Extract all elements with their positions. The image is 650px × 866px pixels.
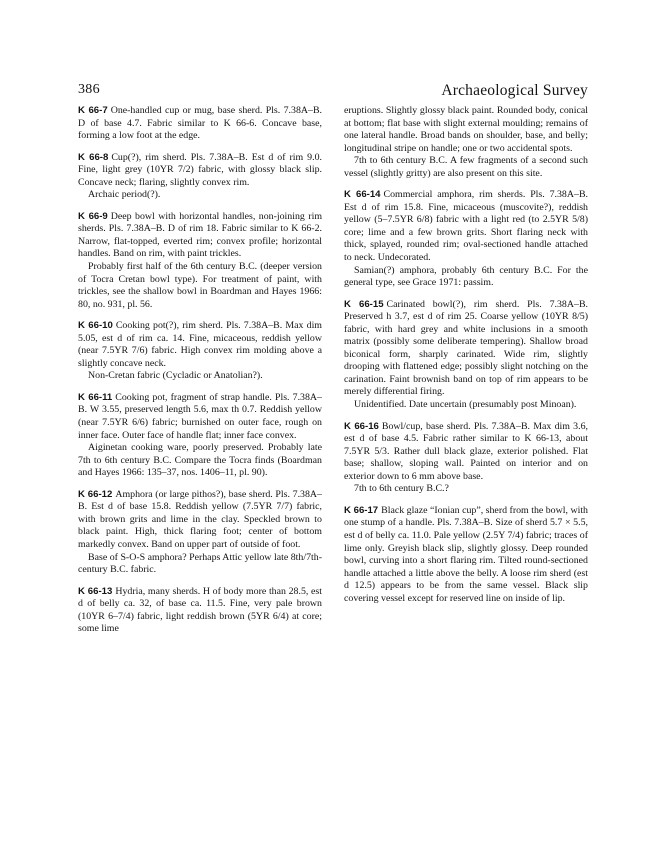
entry-paragraph	[78, 105, 322, 143]
entry-text: Carinated bowl(?), rim sherd. Pls. 7.38A–B. Preserved h 3.7, est d of rim 25. Coarse yellow (10YR 8/5) fabric, with hard grey and white inclusions in a smooth matrix (possibly some deliberate tempering). Shallow broad biconical form, sharply carinated. Wide rim, slightly drooping with flattened edge; possibly slight notching on the carination. Faint brownish band on top of rim appears to be merely differential firing.	[344, 298, 588, 398]
catalog-entry	[78, 211, 322, 311]
catalog-number: K 66-15	[344, 298, 384, 310]
entry-paragraph	[344, 421, 588, 484]
entry-paragraph	[344, 189, 588, 264]
entry-paragraph	[78, 552, 322, 577]
entry-paragraph	[344, 265, 588, 290]
entry-text: Archaic period(?).	[88, 189, 161, 201]
entry-paragraph	[344, 399, 588, 412]
entry-text: 7th to 6th century B.C.?	[354, 483, 449, 495]
catalog-number: K 66-14	[344, 189, 381, 201]
entry-text: Base of S-O-S amphora? Perhaps Attic yellow late 8th/7th-century B.C. fabric.	[78, 551, 322, 576]
catalog-entry	[78, 152, 322, 202]
right-column	[344, 105, 588, 645]
entry-paragraph	[78, 320, 322, 370]
catalog-entry	[78, 105, 322, 143]
catalog-number: K 66-16	[344, 420, 379, 432]
entry-text: 7th to 6th century B.C. A few fragments of a second such vessel (slightly gritty) are also present on this site.	[344, 155, 588, 179]
entry-text: Cooking pot(?), rim sherd. Pls. 7.38A–B. Max dim 5.05, est d of rim ca. 14. Fine, micaceous, reddish yellow (near 7.5YR 7/6) fabric. High convex rim molding above a slightly concave neck.	[78, 320, 322, 369]
catalog-entry	[344, 505, 588, 605]
left-column	[78, 105, 322, 645]
entry-text: Non-Cretan fabric (Cycladic or Anatolian?).	[88, 370, 263, 382]
catalog-entry	[78, 489, 322, 577]
catalog-entry	[344, 421, 588, 496]
entry-text: One-handled cup or mug, base sherd. Pls. 7.38A–B. D of base 4.7. Fabric similar to K 66-6. Concave base, forming a low foot at the edge.	[78, 105, 323, 142]
entry-paragraph	[344, 483, 588, 496]
entry-paragraph	[78, 261, 322, 311]
running-head	[78, 82, 588, 102]
entry-text: Aiginetan cooking ware, poorly preserved. Probably late 7th to 6th century B.C. Compare the Tocra finds (Boardman and Hayes 1966: 135–37, nos. 1406–11, pl. 90).	[78, 442, 322, 479]
entry-paragraph	[78, 211, 322, 261]
entry-paragraph	[78, 489, 322, 552]
catalog-entry	[78, 586, 322, 636]
catalog-entry	[344, 299, 588, 412]
catalog-entry	[344, 105, 588, 180]
entry-text: Probably first half of the 6th century B.C. (deeper version of Tocra Cretan bowl type). For treatment of paint, with trickles, see the shallow bowl in Boardman and Hayes 1966: 80, no. 931, pl. 56.	[78, 261, 322, 310]
entry-paragraph	[78, 392, 322, 442]
catalog-number: K 66-10	[78, 320, 113, 332]
entry-text: Unidentified. Date uncertain (presumably post Minoan).	[354, 399, 577, 411]
entry-text: Cooking pot, fragment of strap handle. Pls. 7.38A–B. W 3.55, preserved length 5.6, max th 0.7. Reddish yellow (near 7.5YR 6/6) fabric; burnished on outer face, rough on inner face. Outer face of handle flat; inner face convex.	[78, 391, 322, 441]
catalog-number: K 66-7	[78, 105, 108, 116]
running-title: Archaeological Survey	[441, 82, 588, 99]
text-columns	[78, 105, 588, 645]
catalog-entry	[344, 189, 588, 289]
entry-text: Hydria, many sherds. H of body more than 28.5, est d of belly ca. 32, of base ca. 11.5. Fine, very pale brown (10YR 6–7/4) fabric, light reddish brown (5YR 6/4) at core; some lime	[78, 585, 322, 635]
page-number: 386	[78, 82, 100, 97]
entry-text: Amphora (or large pithos?), base sherd. Pls. 7.38A–B. Est d of base 15.8. Reddish yellow (7.5YR 7/7) fabric, with brown grits and lime in the clay. Speckled brown to black paint. High, thick flaring foot; center of bottom markedly convex. Band on upper part of outside of foot.	[78, 488, 322, 550]
entry-paragraph	[78, 442, 322, 480]
catalog-entry	[78, 320, 322, 383]
catalog-number: K 66-12	[78, 488, 113, 500]
catalog-number: K 66-13	[78, 585, 113, 597]
entry-text: Samian(?) amphora, probably 6th century B.C. For the general type, see Grace 1971: passim.	[344, 264, 588, 289]
catalog-number: K 66-17	[344, 504, 379, 516]
entry-text: Bowl/cup, base sherd. Pls. 7.38A–B. Max dim 3.6, est d of base 4.5. Fabric rather similar to K 66-13, about 7.5YR 5/3. Rather dull black glaze, exterior polished. Flat base; shallow, sloping wall. Painted on interior and on exterior down to 6 mm above base.	[344, 420, 588, 482]
entry-text: Commercial amphora, rim sherds. Pls. 7.38A–B. Est d of rim 15.8. Fine, micaceous (muscovite?), reddish yellow (5–7.5YR 6/8) fabric with a light red (to 2.5YR 5/8) core; lime and a few brown grits. Short flaring neck with thick, splayed, rounded rim; oval-sectioned handle attached to neck. Undecorated.	[344, 189, 588, 264]
catalog-number: K 66-8	[78, 151, 109, 163]
entry-text: Black glaze “Ionian cup”, sherd from the bowl, with one stump of a handle. Pls. 7.38A–B. Size of sherd 5.7 × 5.5, est d of belly ca. 11.0. Pale yellow (2.5Y 7/4) fabric; traces of lime only. Greyish black slip, slightly glossy. Deep rounded bowl, curving into a short flaring rim. Tilted round-sectioned handle attached a little above the belly. A loose rim sherd (est d 12.5) appears to be from the same vessel. Black slip covering vessel except for reserved line on inside of lip.	[344, 504, 588, 604]
entry-paragraph	[344, 105, 588, 155]
entry-text: eruptions. Slightly glossy black paint. Rounded body, conical at bottom; flat base with slight external moulding; remains of one lateral handle. Broad bands on shoulder, base, and belly; longitudinal stripe on handle; one or two accidental spots.	[344, 105, 588, 154]
entry-paragraph	[344, 155, 588, 180]
entry-paragraph	[344, 505, 588, 605]
catalog-number: K 66-9	[78, 210, 108, 222]
catalog-entry	[78, 392, 322, 480]
entry-text: Deep bowl with horizontal handles, non-joining rim sherds. Pls. 7.38A–B. D of rim 18. Fabric similar to K 66-2. Narrow, flat-topped, everted rim; convex profile; horizontal handles. Band on rim, with paint trickles.	[78, 210, 322, 260]
catalog-number: K 66-11	[78, 391, 113, 403]
entry-paragraph	[344, 299, 588, 399]
entry-text: Cup(?), rim sherd. Pls. 7.38A–B. Est d of rim 9.0. Fine, light grey (10YR 7/2) fabric, with glossy black slip. Concave neck; flaring, slightly convex rim.	[78, 151, 322, 188]
entry-paragraph	[78, 586, 322, 636]
entry-paragraph	[78, 370, 322, 383]
entry-paragraph	[78, 152, 322, 190]
entry-paragraph	[78, 189, 322, 202]
